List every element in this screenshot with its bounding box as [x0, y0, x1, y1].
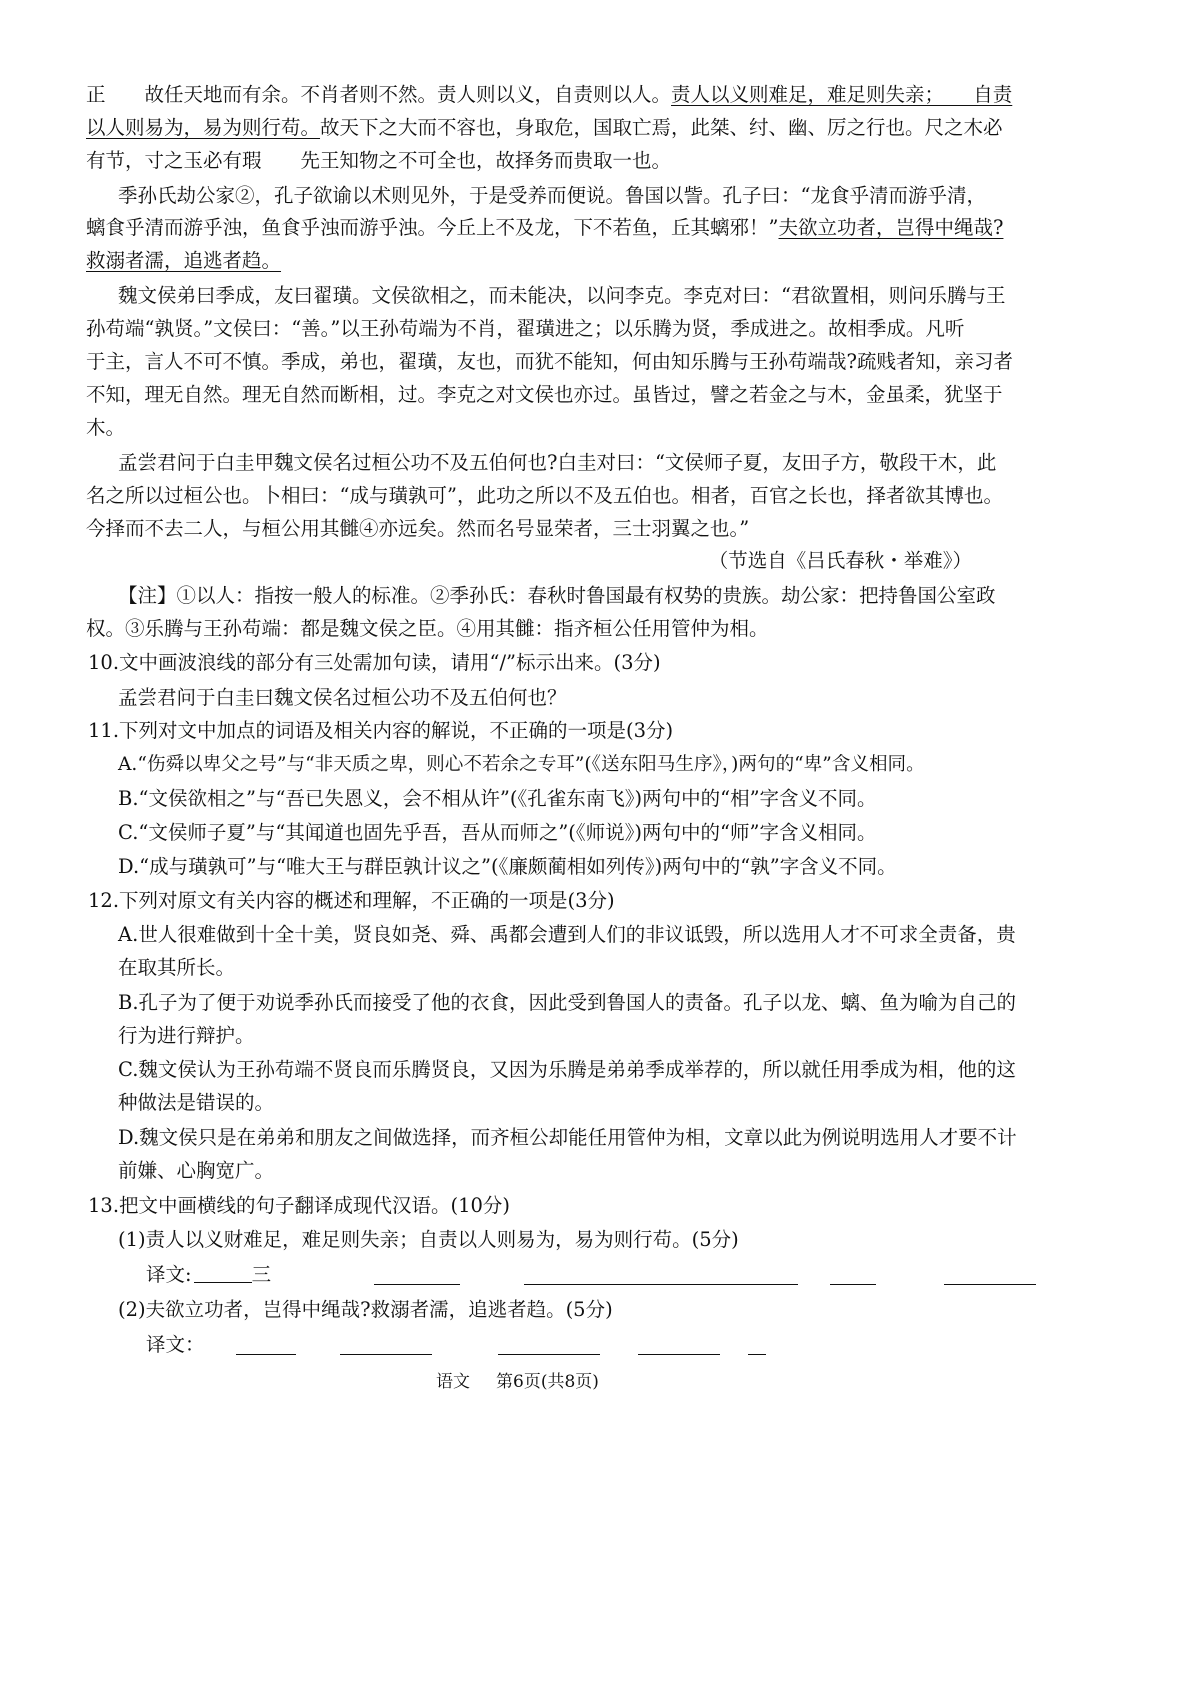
answer-blank[interactable]	[498, 1334, 600, 1355]
answer-blank[interactable]	[748, 1334, 766, 1355]
question-11-option-a: A.“伤舜以卑父之号”与“非天质之卑，则心不若余之专耳”(《送东阳马生序》，)两句的“卑”含义相同。	[118, 754, 925, 775]
handwritten-mark: 三	[251, 1263, 272, 1286]
passage-line: 名之所以过桓公也。卜相曰：“成与璜孰可”，此功之所以不及五伯也。相者，百官之长也，择者欲其博也。	[86, 484, 1003, 507]
passage-line: 孟尝君问于白圭甲魏文侯名过桓公功不及五伯何也?白圭对曰：“文侯师子夏，友田子方，敬段干木，此	[118, 451, 997, 474]
question-11-option-b: B.“文侯欲相之”与“吾已失恩义，会不相从许”(《孔雀东南飞》)两句中的“相”字含义不同。	[118, 787, 877, 810]
passage-line: 孙苟端“孰贤。”文侯曰：“善。”以王孙苟端为不肖，翟璜进之；以乐腾为贤，季成进之。故相季成。凡听	[86, 317, 965, 340]
answer-blank[interactable]	[374, 1264, 460, 1285]
question-12-option-c-cont: 种做法是错误的。	[118, 1091, 275, 1114]
underlined-sentence: 救溺者濡，追逃者趋。	[86, 249, 282, 272]
question-10-text: 孟尝君问于白圭曰魏文侯名过桓公功不及五伯何也？	[118, 686, 567, 709]
question-13-stem: 13.把文中画横线的句子翻译成现代汉语。(10分)	[88, 1194, 511, 1217]
passage-text: 螭食乎清而游乎浊，鱼食乎浊而游乎浊。今丘上不及龙，下不若鱼，丘其螭邪！”	[86, 216, 779, 239]
question-12-option-d: D.魏文侯只是在弟弟和朋友之间做选择，而齐桓公却能任用管仲为相，文章以此为例说明选用人才要不计	[118, 1126, 1017, 1149]
passage-line	[86, 115, 1003, 141]
notes-line: 权。③乐腾与王孙苟端：都是魏文侯之臣。④用其雠：指齐桓公任用管仲为相。	[86, 617, 769, 640]
footer-page-number: 第6页(共8页)	[496, 1372, 599, 1392]
translation-label: 译文:	[146, 1263, 192, 1286]
question-11-option-d: D.“成与璜孰可”与“唯大王与群臣孰计议之”(《廉颇蔺相如列传》)两句中的“孰”字含义不同。	[118, 855, 897, 878]
passage-line: 有节，寸之玉必有瑕 先王知物之不可全也，故择务而贵取一也。	[86, 149, 672, 172]
question-13-sentence-1: (1)责人以义财难足，难足则失亲；自责以人则易为，易为则行苟。(5分)	[118, 1228, 739, 1251]
answer-blank[interactable]	[524, 1264, 798, 1285]
answer-blank[interactable]	[194, 1262, 252, 1283]
question-12-option-b: B.孔子为了便于劝说季孙氏而接受了他的衣食，因此受到鲁国人的责备。孔子以龙、螭、鱼为喻为自己的	[118, 991, 1017, 1014]
underlined-sentence: 以人则易为，易为则行苟。	[86, 116, 321, 139]
answer-blank[interactable]	[830, 1264, 876, 1285]
passage-line: 今择而不去二人，与桓公用其雠④亦远矣。然而名号显荣者，三士羽翼之也。”	[86, 517, 750, 540]
passage-line: 魏文侯弟曰季成，友曰翟璜。文侯欲相之，而未能决，以问李克。李克对曰：“君欲置相，则问乐腾与王	[118, 284, 1006, 307]
underlined-sentence: 责人以义则难足，难足则失亲； 自责	[671, 83, 1013, 106]
question-13-sentence-2: (2)夫欲立功者，岂得中绳哉?救溺者濡，追逃者趋。(5分)	[118, 1298, 613, 1321]
footer-subject: 语文	[436, 1372, 470, 1392]
answer-blank[interactable]	[638, 1334, 720, 1355]
passage-line	[86, 82, 1012, 108]
passage-line: 季孙氏劫公家②，孔子欲谕以术则见外，于是受养而便说。鲁国以訾。孔子曰：“龙食乎清而游乎清，	[118, 184, 986, 207]
question-12-option-b-cont: 行为进行辩护。	[118, 1024, 255, 1047]
question-12-option-c: C.魏文侯认为王孙苟端不贤良而乐腾贤良，又因为乐腾是弟弟季成举荐的，所以就任用季成为相，他的这	[118, 1058, 1016, 1081]
question-11-stem: 11.下列对文中加点的词语及相关内容的解说，不正确的一项是(3分)	[88, 719, 674, 742]
question-10-stem: 10.文中画波浪线的部分有三处需加句读，请用“/”标示出来。(3分)	[88, 651, 661, 674]
passage-text: 正 故任天地而有余。不肖者则不然。责人则以义，自责则以人。	[86, 83, 672, 106]
passage-line	[86, 248, 281, 274]
answer-blank[interactable]	[944, 1264, 1036, 1285]
answer-blank[interactable]	[236, 1334, 296, 1355]
passage-source: （节选自《吕氏春秋・举难》）	[708, 549, 972, 572]
question-12-option-d-cont: 前嫌、心胸宽广。	[118, 1159, 275, 1182]
page-footer	[436, 1369, 599, 1395]
notes-line: 【注】①以人：指按一般人的标准。②季孙氏：春秋时鲁国最有权势的贵族。劫公家：把持鲁国公室政	[118, 584, 996, 607]
translation-line-1	[146, 1262, 271, 1288]
translation-label: 译文：	[146, 1333, 205, 1356]
question-12-option-a-cont: 在取其所长。	[118, 956, 236, 979]
passage-line: 不知，理无自然。理无自然而断相，过。李克之对文侯也亦过。虽皆过，譬之若金之与木，金虽柔，犹坚于	[86, 383, 1003, 406]
passage-line: 于主，言人不可不慎。季成，弟也，翟璜，友也，而犹不能知，何由知乐腾与王孙苟端哉?疏贱者知，亲习者	[86, 350, 1013, 373]
question-12-stem: 12.下列对原文有关内容的概述和理解，不正确的一项是(3分)	[88, 889, 615, 912]
question-11-option-c: C.“文侯师子夏”与“其闻道也固先乎吾，吾从而师之”(《师说》)两句中的“师”字含义相同。	[118, 821, 877, 844]
translation-line-2	[146, 1332, 205, 1358]
passage-line: 木。	[86, 416, 126, 439]
question-12-option-a: A.世人很难做到十全十美，贤良如尧、舜、禹都会遭到人们的非议诋毁，所以选用人才不可求全责备，贵	[118, 923, 1016, 946]
underlined-sentence: 夫欲立功者，岂得中绳哉?	[778, 216, 1004, 239]
answer-blank[interactable]	[340, 1334, 432, 1355]
passage-text: 故天下之大而不容也，身取危，国取亡焉，此桀、纣、幽、厉之行也。尺之木必	[320, 116, 1003, 139]
passage-line	[86, 215, 1003, 241]
